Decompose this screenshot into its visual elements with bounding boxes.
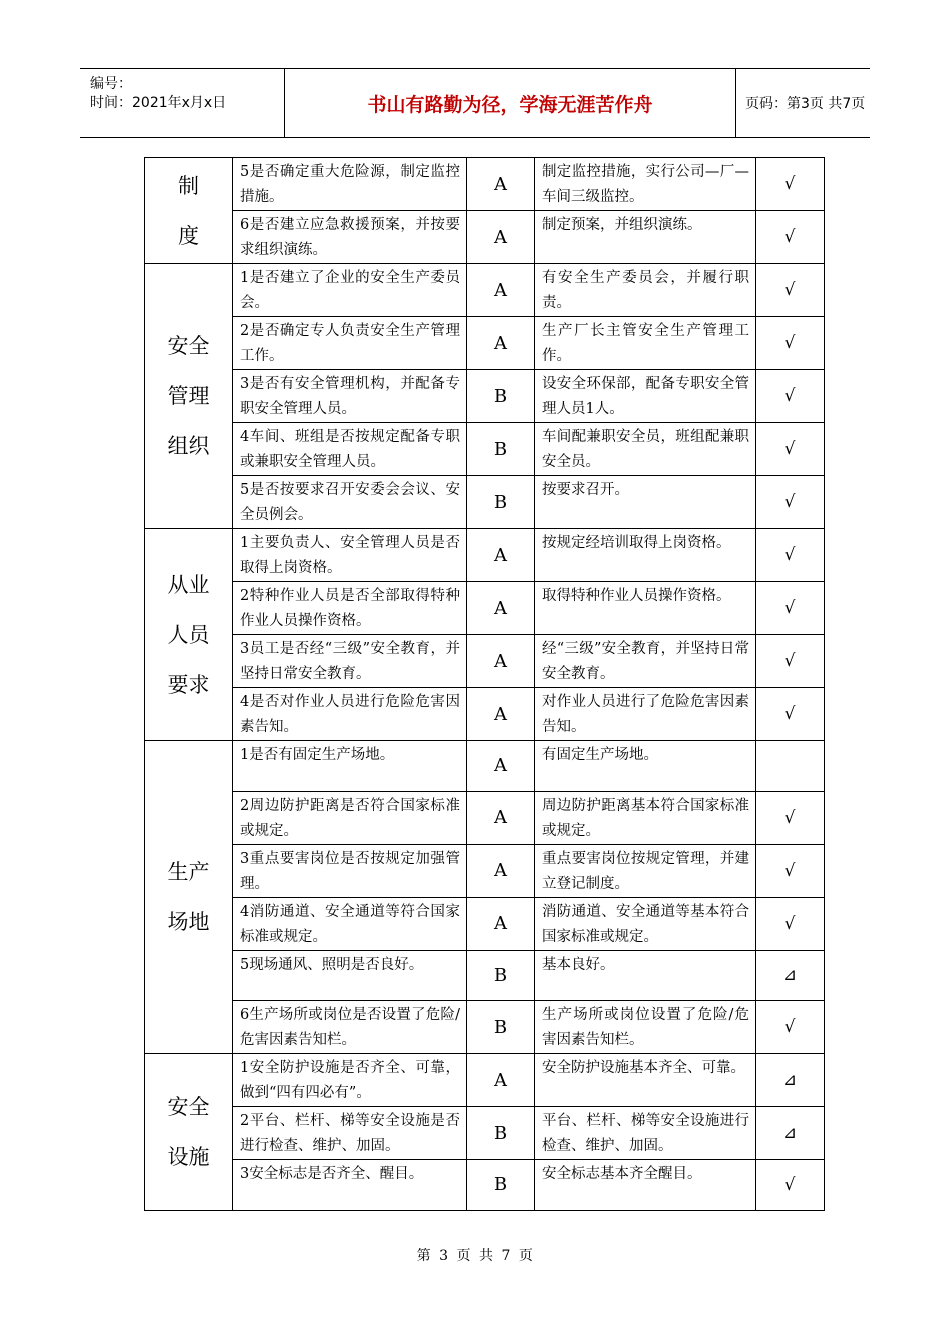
category-label: 安全 设施 <box>167 1094 210 1169</box>
table-row <box>145 635 825 688</box>
mark-cell: √ <box>756 158 825 211</box>
grade-cell: A <box>467 317 535 370</box>
grade-cell: A <box>467 635 535 688</box>
grade-cell: A <box>467 1054 535 1107</box>
grade-cell: A <box>467 844 535 897</box>
header-left-cell <box>80 69 284 137</box>
mark-cell: √ <box>756 476 825 529</box>
question-cell: 3员工是否经“三级”安全教育，并坚持日常安全教育。 <box>233 635 467 688</box>
result-cell: 生产场所或岗位设置了危险/危害因素告知栏。 <box>535 1001 756 1054</box>
grade-cell: A <box>467 211 535 264</box>
result-cell: 消防通道、安全通道等基本符合国家标准或规定。 <box>535 897 756 950</box>
mark-cell: √ <box>756 1160 825 1211</box>
category-label: 制 度 <box>178 173 199 248</box>
result-cell: 重点要害岗位按规定管理，并建立登记制度。 <box>535 844 756 897</box>
table-row <box>145 264 825 317</box>
mark-cell <box>756 741 825 792</box>
question-cell: 3安全标志是否齐全、醒目。 <box>233 1160 467 1211</box>
result-cell: 取得特种作业人员操作资格。 <box>535 582 756 635</box>
result-cell: 经“三级”安全教育，并坚持日常安全教育。 <box>535 635 756 688</box>
category-cell <box>145 158 233 264</box>
question-cell: 1是否建立了企业的安全生产委员会。 <box>233 264 467 317</box>
question-cell: 5是否确定重大危险源，制定监控措施。 <box>233 158 467 211</box>
question-cell: 3重点要害岗位是否按规定加强管理。 <box>233 844 467 897</box>
table-row <box>145 423 825 476</box>
category-label: 生产 场地 <box>167 860 210 935</box>
result-cell: 平台、栏杆、梯等安全设施进行检查、维护、加固。 <box>535 1107 756 1160</box>
question-cell: 1主要负责人、安全管理人员是否取得上岗资格。 <box>233 529 467 582</box>
question-cell: 4是否对作业人员进行危险危害因素告知。 <box>233 688 467 741</box>
question-cell: 5是否按要求召开安委会会议、安全员例会。 <box>233 476 467 529</box>
checklist-body <box>145 158 825 1211</box>
category-label: 从业 人员 要求 <box>167 572 210 697</box>
question-cell: 4车间、班组是否按规定配备专职或兼职安全管理人员。 <box>233 423 467 476</box>
table-row <box>145 1160 825 1211</box>
table-row <box>145 1001 825 1054</box>
grade-cell: A <box>467 688 535 741</box>
grade-cell: B <box>467 950 535 1001</box>
question-cell: 1是否有固定生产场地。 <box>233 741 467 792</box>
category-cell <box>145 741 233 1054</box>
grade-cell: A <box>467 791 535 844</box>
question-cell: 1安全防护设施是否齐全、可靠，做到“四有四必有”。 <box>233 1054 467 1107</box>
mark-cell: √ <box>756 635 825 688</box>
mark-cell: √ <box>756 529 825 582</box>
mark-cell: √ <box>756 1001 825 1054</box>
question-cell: 2平台、栏杆、梯等安全设施是否进行检查、维护、加固。 <box>233 1107 467 1160</box>
result-cell: 生产厂长主管安全生产管理工作。 <box>535 317 756 370</box>
header-page-cell <box>735 69 870 137</box>
footer-word: 页 <box>456 1248 471 1264</box>
grade-cell: B <box>467 1160 535 1211</box>
mark-cell: √ <box>756 897 825 950</box>
table-row <box>145 950 825 1001</box>
footer-word: 页 <box>518 1248 534 1264</box>
question-cell: 3是否有安全管理机构，并配备专职安全管理人员。 <box>233 370 467 423</box>
result-cell: 车间配兼职安全员，班组配兼职安全员。 <box>535 423 756 476</box>
header-page-label: 页码：第3页 共7页 <box>745 96 866 112</box>
grade-cell: A <box>467 264 535 317</box>
grade-cell: B <box>467 423 535 476</box>
header-motto: 书山有路勤为径，学海无涯苦作舟 <box>367 93 653 116</box>
grade-cell: A <box>467 158 535 211</box>
result-cell: 有固定生产场地。 <box>535 741 756 792</box>
category-cell <box>145 1054 233 1211</box>
result-cell: 安全防护设施基本齐全、可靠。 <box>535 1054 756 1107</box>
table-row <box>145 529 825 582</box>
mark-cell: √ <box>756 317 825 370</box>
result-cell: 制定监控措施，实行公司—厂—车间三级监控。 <box>535 158 756 211</box>
table-row <box>145 370 825 423</box>
table-row <box>145 317 825 370</box>
page-header <box>80 68 870 138</box>
mark-cell: √ <box>756 582 825 635</box>
question-cell: 5现场通风、照明是否良好。 <box>233 950 467 1001</box>
grade-cell: A <box>467 582 535 635</box>
mark-cell: √ <box>756 688 825 741</box>
table-row <box>145 844 825 897</box>
table-row <box>145 741 825 792</box>
mark-cell: √ <box>756 264 825 317</box>
table-row <box>145 211 825 264</box>
result-cell: 基本良好。 <box>535 950 756 1001</box>
page-footer <box>0 1245 950 1265</box>
mark-cell: √ <box>756 791 825 844</box>
category-label: 安全 管理 组织 <box>167 334 210 458</box>
grade-cell: A <box>467 741 535 792</box>
category-cell <box>145 529 233 741</box>
mark-cell: ⊿ <box>756 950 825 1001</box>
footer-total-pages: 7 <box>501 1248 511 1264</box>
question-cell: 6生产场所或岗位是否设置了危险/危害因素告知栏。 <box>233 1001 467 1054</box>
result-cell: 设安全环保部，配备专职安全管理人员1人。 <box>535 370 756 423</box>
grade-cell: A <box>467 529 535 582</box>
table-row <box>145 1054 825 1107</box>
grade-cell: B <box>467 476 535 529</box>
document-number-label: 编号： <box>90 76 132 92</box>
grade-cell: B <box>467 1001 535 1054</box>
question-cell: 2特种作业人员是否全部取得特种作业人员操作资格。 <box>233 582 467 635</box>
header-motto-cell <box>284 69 736 137</box>
footer-word: 第 <box>416 1248 432 1264</box>
result-cell: 安全标志基本齐全醒目。 <box>535 1160 756 1211</box>
safety-checklist-table <box>144 157 825 1211</box>
mark-cell: ⊿ <box>756 1107 825 1160</box>
document-time-label: 时间：2021年x月x日 <box>90 95 227 111</box>
result-cell: 按要求召开。 <box>535 476 756 529</box>
table-row <box>145 158 825 211</box>
grade-cell: B <box>467 1107 535 1160</box>
footer-word: 共 <box>479 1248 494 1264</box>
table-row <box>145 1107 825 1160</box>
question-cell: 4消防通道、安全通道等符合国家标准或规定。 <box>233 897 467 950</box>
table-row <box>145 688 825 741</box>
question-cell: 2周边防护距离是否符合国家标准或规定。 <box>233 791 467 844</box>
question-cell: 2是否确定专人负责安全生产管理工作。 <box>233 317 467 370</box>
mark-cell: √ <box>756 211 825 264</box>
table-row <box>145 791 825 844</box>
footer-current-page: 3 <box>439 1248 449 1264</box>
table-row <box>145 582 825 635</box>
result-cell: 按规定经培训取得上岗资格。 <box>535 529 756 582</box>
mark-cell: √ <box>756 844 825 897</box>
mark-cell: √ <box>756 370 825 423</box>
table-row <box>145 897 825 950</box>
result-cell: 有安全生产委员会，并履行职责。 <box>535 264 756 317</box>
result-cell: 周边防护距离基本符合国家标准或规定。 <box>535 791 756 844</box>
grade-cell: B <box>467 370 535 423</box>
grade-cell: A <box>467 897 535 950</box>
mark-cell: √ <box>756 423 825 476</box>
category-cell <box>145 264 233 529</box>
question-cell: 6是否建立应急救援预案，并按要求组织演练。 <box>233 211 467 264</box>
mark-cell: ⊿ <box>756 1054 825 1107</box>
result-cell: 制定预案，并组织演练。 <box>535 211 756 264</box>
result-cell: 对作业人员进行了危险危害因素告知。 <box>535 688 756 741</box>
table-row <box>145 476 825 529</box>
